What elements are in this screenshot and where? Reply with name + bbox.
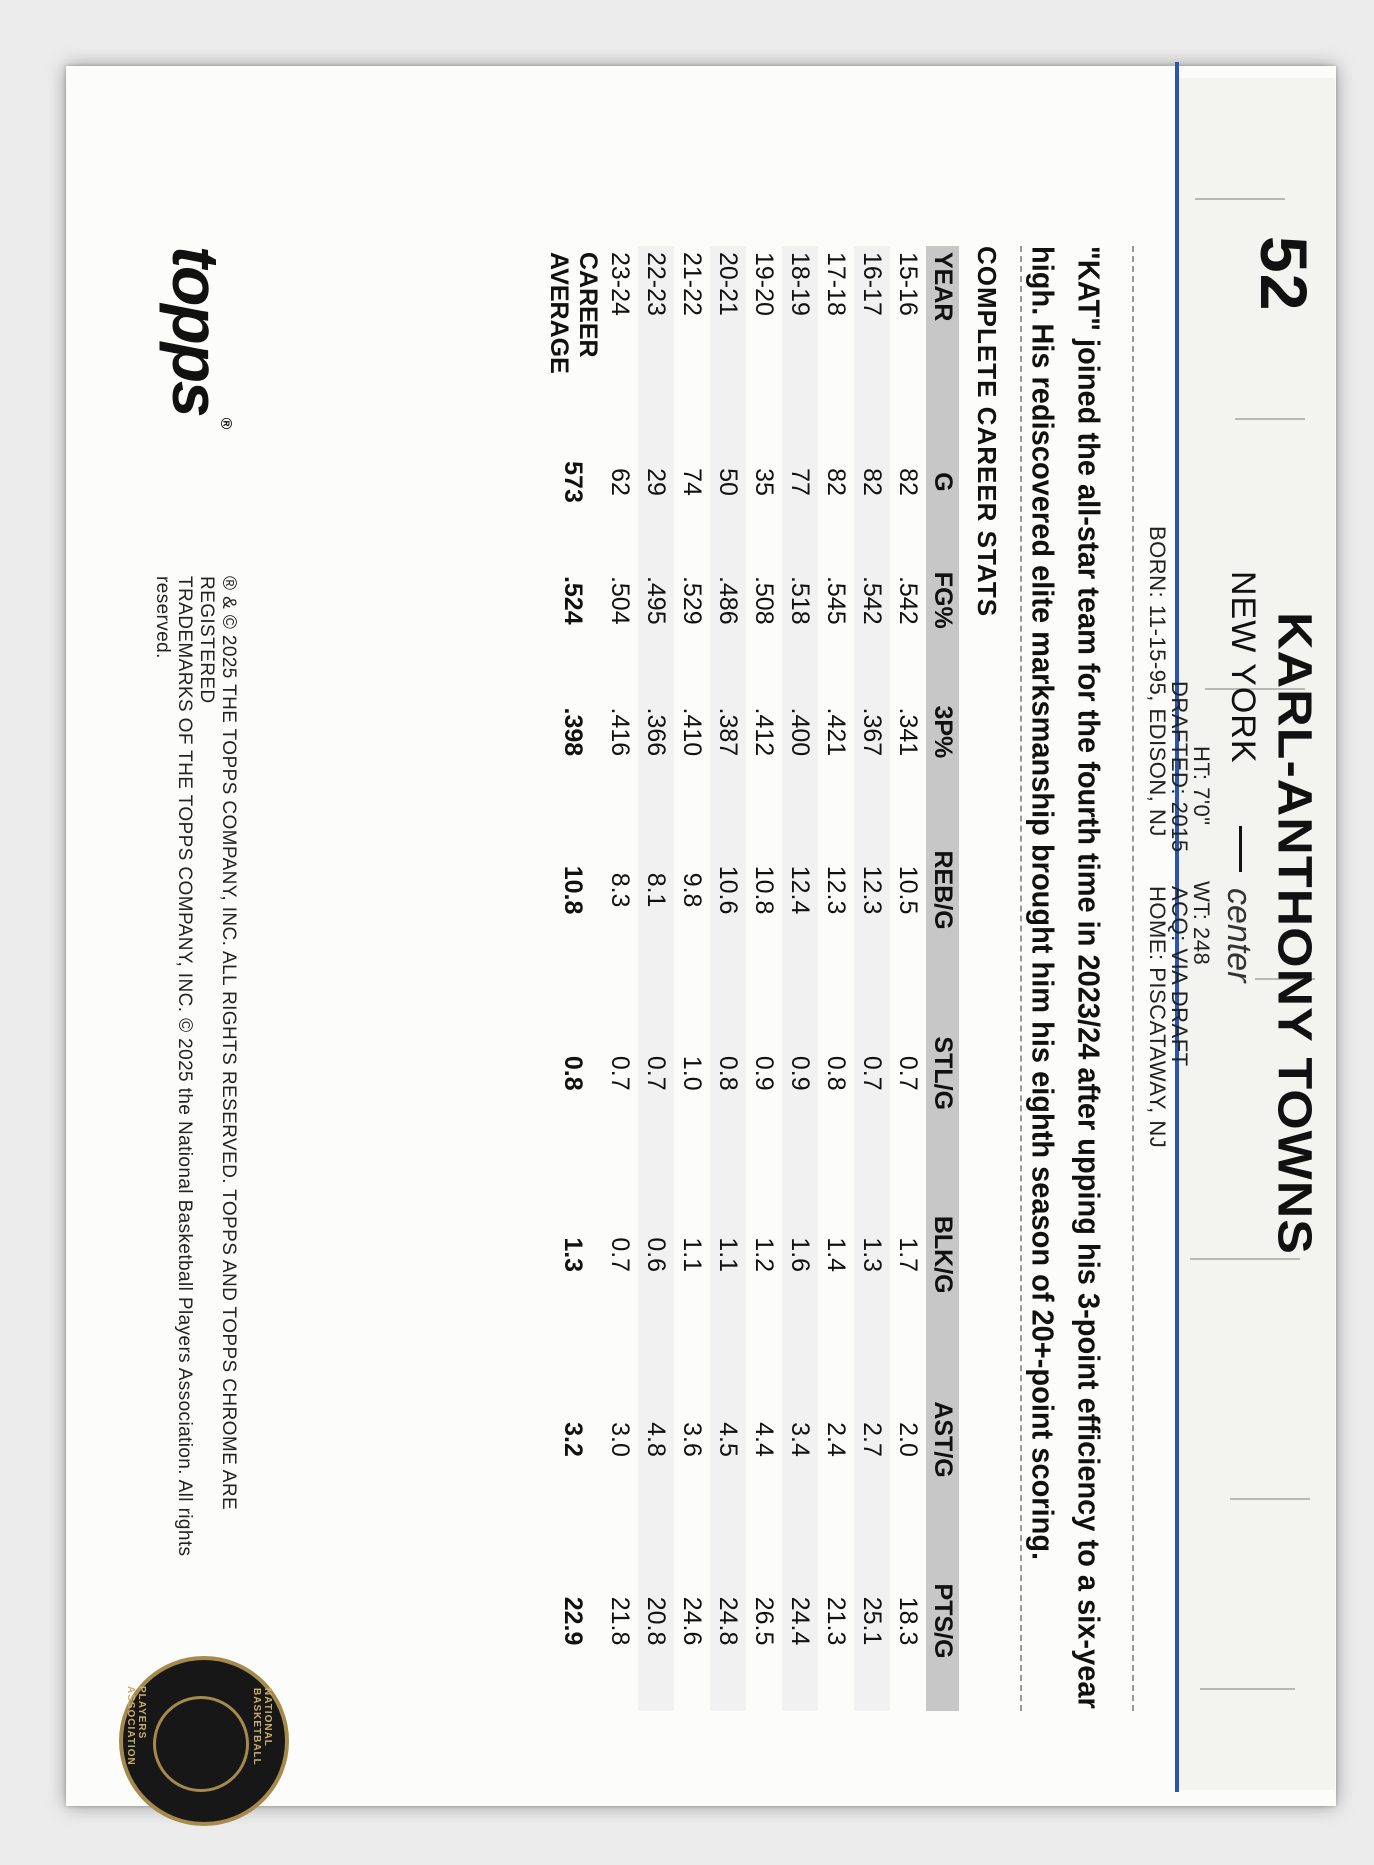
stat-cell: 0.9: [782, 985, 818, 1161]
stat-cell: 0.7: [894, 1055, 923, 1091]
stat-cell: 0.9: [750, 1055, 779, 1091]
stat-cell: 9.8: [678, 872, 707, 908]
bio-acquired: ACQ: VIA DRAFT: [1167, 886, 1192, 1067]
season-cell: 17-18: [822, 252, 851, 316]
column-header: AST/G: [926, 1348, 959, 1531]
card-content: [74, 66, 1374, 1801]
stat-cell: 18.3: [894, 1596, 923, 1646]
stat-cell: .495: [638, 532, 674, 669]
divider: [1020, 246, 1022, 1711]
table-row: [602, 246, 638, 1711]
stat-cell: 10.8: [750, 865, 779, 915]
table-row: [710, 246, 746, 1711]
stat-cell: .421: [822, 707, 851, 757]
column-header: FG%: [926, 532, 959, 669]
season-cell: 16-17: [854, 246, 890, 432]
player-blurb: "KAT" joined the all-star team for the fourth time in 2023/24 after upping his 3-point efficiency to a six-year high. His rediscovered elite marksmanship brought him his eighth season of 20+-point scoring.: [1025, 246, 1105, 1709]
stat-cell: 1.1: [710, 1161, 746, 1347]
stat-cell: .410: [678, 707, 707, 757]
bio-home: HOME: PISCATAWAY, NJ: [1145, 886, 1170, 1149]
stat-cell: 82: [894, 468, 923, 496]
season-cell: 21-22: [678, 252, 707, 316]
stat-cell: 0.7: [638, 985, 674, 1161]
card-number: 52: [1247, 236, 1321, 312]
stat-cell: 3.0: [606, 1422, 635, 1457]
stat-cell: 2.0: [894, 1422, 923, 1457]
stat-cell: .387: [710, 669, 746, 796]
stat-cell: 82: [822, 468, 851, 496]
stat-cell: .508: [750, 575, 779, 625]
seal-text-top: NATIONAL BASKETBALL: [251, 1688, 273, 1766]
stat-cell: 8.1: [638, 795, 674, 985]
stat-cell: 1.2: [750, 1237, 779, 1273]
stats-table: [544, 246, 959, 1711]
stat-cell: 0.8: [710, 985, 746, 1161]
stat-cell: 24.6: [678, 1596, 707, 1646]
stat-cell: 26.5: [750, 1596, 779, 1646]
nbpa-seal-icon: [119, 1656, 289, 1826]
stat-cell: 10.6: [710, 795, 746, 985]
stat-cell: .542: [854, 532, 890, 669]
stat-cell: .486: [710, 532, 746, 669]
career-stat-cell: 573: [559, 461, 588, 503]
career-stat-cell: .524: [559, 575, 588, 625]
stat-cell: 1.6: [782, 1161, 818, 1347]
stat-cell: 50: [710, 432, 746, 532]
stat-cell: 62: [606, 468, 635, 496]
stat-cell: 24.4: [782, 1531, 818, 1711]
season-cell: 19-20: [750, 252, 779, 316]
stat-cell: 8.3: [606, 872, 635, 908]
stat-cell: 2.4: [822, 1422, 851, 1457]
column-header: REB/G: [926, 795, 959, 985]
stat-cell: 0.7: [854, 985, 890, 1161]
stat-cell: 1.4: [822, 1237, 851, 1273]
column-header: G: [926, 432, 959, 532]
seal-text-bottom: PLAYERS ASSOCIATION: [125, 1686, 147, 1766]
career-stat-cell: 10.8: [559, 865, 588, 915]
registered-mark: ®: [217, 417, 234, 428]
stat-cell: 4.5: [710, 1348, 746, 1531]
stat-cell: 12.3: [854, 795, 890, 985]
stat-cell: 35: [750, 468, 779, 496]
stat-cell: 1.1: [678, 1237, 707, 1273]
career-average-row: [544, 246, 602, 1711]
stat-cell: 1.3: [854, 1161, 890, 1347]
column-header: BLK/G: [926, 1161, 959, 1347]
stat-cell: 74: [678, 468, 707, 496]
bio-born: BORN: 11-15-95, EDISON, NJ: [1145, 526, 1170, 837]
team-name: NEW YORK: [1224, 571, 1262, 764]
stat-cell: 24.8: [710, 1531, 746, 1711]
season-cell: 18-19: [782, 246, 818, 432]
stat-cell: 20.8: [638, 1531, 674, 1711]
stat-cell: 3.4: [782, 1348, 818, 1531]
stat-cell: .504: [606, 575, 635, 625]
stats-title: COMPLETE CAREER STATS: [972, 246, 1002, 618]
stat-cell: 21.3: [822, 1596, 851, 1646]
stat-cell: 82: [854, 432, 890, 532]
stat-cell: 12.3: [822, 865, 851, 915]
stat-cell: 29: [638, 432, 674, 532]
career-stat-cell: .398: [559, 707, 588, 757]
stat-cell: .542: [894, 575, 923, 625]
column-header: 3P%: [926, 669, 959, 796]
stat-cell: 12.4: [782, 795, 818, 985]
stat-cell: 0.7: [606, 1237, 635, 1273]
separator-dash: [1239, 826, 1242, 872]
table-row: [638, 246, 674, 1711]
stat-cell: .366: [638, 669, 674, 796]
bio-height: HT: 7'0": [1189, 746, 1214, 826]
legal-line: TRADEMARKS OF THE TOPPS COMPANY, INC. © 2025 the National Basketball Players Association. All rights reserved.: [152, 576, 195, 1557]
stat-cell: 0.6: [638, 1161, 674, 1347]
stat-cell: 1.0: [678, 1055, 707, 1091]
topps-logo: [158, 246, 234, 427]
stat-cell: .518: [782, 532, 818, 669]
stat-cell: .545: [822, 575, 851, 625]
stat-cell: 21.8: [606, 1596, 635, 1646]
table-row: [746, 246, 782, 1711]
player-name: KARL-ANTHONY TOWNS: [1267, 612, 1321, 1255]
divider: [1132, 246, 1134, 1711]
stat-cell: .367: [854, 669, 890, 796]
career-stat-cell: 1.3: [559, 1237, 588, 1273]
player-position: center: [1220, 888, 1258, 983]
stat-cell: 77: [782, 432, 818, 532]
career-stat-cell: 22.9: [559, 1596, 588, 1646]
stat-cell: 4.8: [638, 1348, 674, 1531]
career-stat-cell: 3.2: [559, 1422, 588, 1457]
table-row: [674, 246, 710, 1711]
column-header: PTS/G: [926, 1531, 959, 1711]
season-cell: 15-16: [894, 252, 923, 316]
season-cell: 20-21: [710, 246, 746, 432]
bio-drafted: DRAFTED: 2015: [1167, 681, 1192, 853]
season-cell: 22-23: [638, 246, 674, 432]
stat-cell: 4.4: [750, 1422, 779, 1457]
stat-cell: 10.5: [894, 865, 923, 915]
legal-line: ® & © 2025 THE TOPPS COMPANY, INC. ALL RIGHTS RESERVED. TOPPS AND TOPPS CHROME ARE REGISTERED: [196, 576, 239, 1511]
stat-cell: .341: [894, 707, 923, 757]
stat-cell: 3.6: [678, 1422, 707, 1457]
stat-cell: 0.7: [606, 1055, 635, 1091]
stat-cell: .400: [782, 669, 818, 796]
stats-header-row: [926, 246, 959, 1711]
season-cell: 23-24: [606, 252, 635, 316]
table-row: [854, 246, 890, 1711]
stat-cell: 2.7: [854, 1348, 890, 1531]
legal-text: [151, 576, 239, 1626]
stat-cell: .416: [606, 707, 635, 757]
stat-cell: 0.8: [822, 1055, 851, 1091]
table-row: [818, 246, 854, 1711]
stat-cell: .412: [750, 707, 779, 757]
basketball-icon: [153, 1696, 249, 1792]
stat-cell: 25.1: [854, 1531, 890, 1711]
stat-cell: 1.7: [894, 1237, 923, 1273]
career-stat-cell: 0.8: [559, 1055, 588, 1091]
logo-text: topps: [159, 246, 233, 416]
table-row: [782, 246, 818, 1711]
bio-weight: WT: 248: [1189, 881, 1214, 966]
column-header: STL/G: [926, 985, 959, 1161]
career-label: CAREER AVERAGE: [545, 252, 602, 374]
stat-cell: .529: [678, 575, 707, 625]
column-header: YEAR: [926, 246, 959, 432]
table-row: [890, 246, 926, 1711]
